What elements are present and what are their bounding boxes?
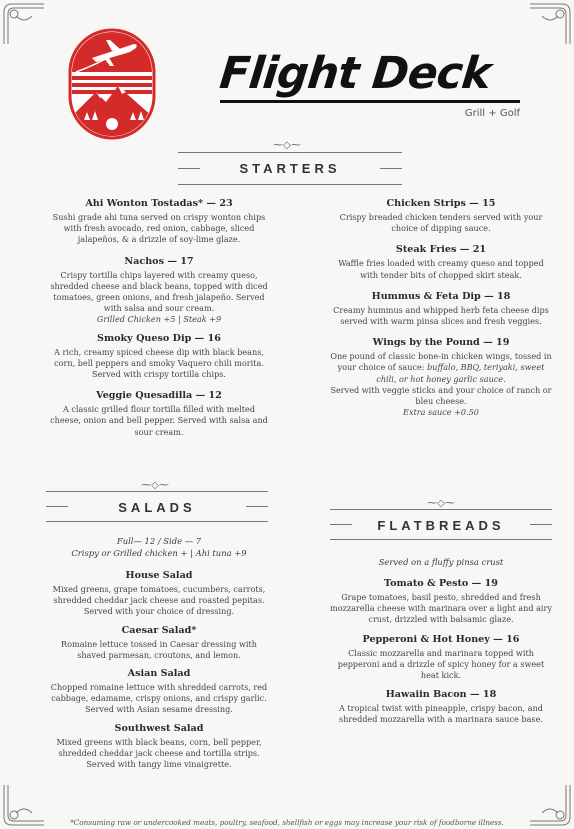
menu-item bbox=[330, 243, 552, 280]
flourish-icon: ⁓◇⁓ bbox=[141, 480, 169, 491]
starters-left-column bbox=[48, 197, 270, 438]
item-description bbox=[330, 351, 552, 385]
menu-item bbox=[330, 577, 552, 626]
divider bbox=[330, 524, 352, 525]
item-description: Sushi grade ahi tuna served on crispy wonton chips with fresh avocado, red onion, cabbage, sliced jalapeños, & a drizzle of soy-lime glaze. bbox=[52, 212, 266, 245]
menu-item bbox=[48, 569, 270, 618]
brand-tagline: Grill + Golf bbox=[464, 108, 520, 119]
item-description: Mixed greens with black beans, corn, bell pepper, shredded cheddar jack cheese and tortilla strips. Served with tangy lime vinaigrette. bbox=[56, 736, 262, 770]
brand-underline bbox=[220, 100, 520, 103]
section-title: FLATBREADS bbox=[377, 518, 505, 533]
item-name: House Salad bbox=[125, 570, 193, 581]
flatbreads-column bbox=[330, 556, 552, 726]
divider bbox=[330, 539, 552, 540]
item-name: Steak Fries — 21 bbox=[395, 244, 487, 256]
item-name: Ahi Wonton Tostadas* — 23 bbox=[85, 198, 233, 209]
menu-item bbox=[330, 336, 552, 418]
flourish-icon: ⁓◇⁓ bbox=[427, 498, 455, 509]
item-description: A classic grilled flour tortilla filled with melted cheese, onion and bell pepper. Served with salsa and sour cream. bbox=[50, 404, 268, 437]
brand-name: Flight Deck bbox=[217, 48, 493, 99]
item-name: Veggie Quesadilla — 12 bbox=[96, 390, 222, 402]
item-note: Grilled Chicken +5 | Steak +9 bbox=[96, 314, 222, 325]
item-description: Served with veggie sticks and your choice of ranch or bleu cheese. bbox=[330, 384, 552, 407]
item-description: A rich, creamy spiced cheese dip with black beans, corn, bell peppers and smoky Vaquero chili morita. Served with crispy tortilla chips. bbox=[54, 346, 264, 380]
menu-item bbox=[330, 633, 552, 682]
menu-item bbox=[48, 389, 270, 438]
divider bbox=[46, 491, 268, 492]
item-description: A tropical twist with pineapple, crispy bacon, and shredded mozzarella with a marinara sauce base. bbox=[339, 703, 543, 725]
item-name: Caesar Salad* bbox=[121, 624, 197, 636]
divider bbox=[380, 168, 402, 169]
item-description: Crispy breaded chicken tenders served with your choice of dipping sauce. bbox=[339, 212, 543, 234]
flatbreads-heading bbox=[352, 515, 530, 534]
salads-column bbox=[48, 535, 270, 770]
item-name: Pepperoni & Hot Honey — 16 bbox=[362, 633, 520, 645]
item-description: Classic mozzarella and marinara topped with pepperoni and a drizzle of spicy honey for a sweet heat kick. bbox=[337, 647, 545, 681]
item-description: Mixed greens, grape tomatoes, cucumbers, carrots, shredded cheddar jack cheese and roasted pepitas. Served with your choice of dressing. bbox=[52, 584, 266, 617]
divider bbox=[178, 184, 402, 185]
item-description: Crispy tortilla chips layered with creamy queso, shredded cheese and black beans, topped with diced tomatoes, green onions, and fresh jalapeño. Served with salsa and sour cream. bbox=[50, 269, 268, 314]
menu-item bbox=[48, 255, 270, 326]
menu-item bbox=[48, 197, 270, 246]
sauce-options: buffalo, BBQ, teriyaki, sweet chili, or hot honey garlic sauce. bbox=[376, 362, 545, 384]
divider bbox=[178, 152, 402, 153]
item-name: Smoky Queso Dip — 16 bbox=[97, 332, 221, 344]
starters-heading bbox=[200, 158, 380, 177]
starters-right-column bbox=[330, 197, 552, 418]
item-name: Wings by the Pound — 19 bbox=[372, 337, 510, 349]
menu-item bbox=[48, 332, 270, 381]
corner-ornament-top-left bbox=[2, 2, 46, 46]
brand-logo bbox=[68, 28, 156, 140]
item-name: Hummus & Feta Dip — 18 bbox=[371, 290, 511, 302]
item-note: Extra sauce +0.50 bbox=[403, 407, 479, 418]
item-name: Chicken Strips — 15 bbox=[386, 198, 496, 209]
salad-sizes: Full— 12 / Side — 7 bbox=[116, 536, 202, 546]
menu-item bbox=[48, 722, 270, 771]
salad-addons: Crispy or Grilled chicken + | Ahi tuna +9 bbox=[71, 548, 247, 558]
item-name: Hawaiin Bacon — 18 bbox=[385, 689, 497, 701]
corner-ornament-top-right bbox=[528, 2, 572, 46]
item-name: Tomato & Pesto — 19 bbox=[384, 578, 498, 589]
item-description: Chopped romaine lettuce with shredded carrots, red cabbage, edamame, crispy onions, and crispy garlic. Served with Asian sesame dressing. bbox=[50, 682, 268, 715]
menu-item bbox=[330, 688, 552, 725]
item-name: Asian Salad bbox=[127, 668, 191, 680]
item-description-text: One pound of classic bone-in chicken wings, tossed in your choice of sauce: bbox=[330, 351, 552, 373]
item-name: Southwest Salad bbox=[114, 722, 204, 734]
item-description: Waffle fries loaded with creamy queso and topped with tender bits of chopped skirt steak. bbox=[338, 258, 544, 280]
section-title: STARTERS bbox=[239, 161, 341, 176]
divider bbox=[246, 506, 268, 507]
divider bbox=[46, 506, 68, 507]
food-safety-disclaimer: *Consuming raw or undercooked meats, poultry, seafood, shellfish or eggs may increase your risk of foodborne illness. bbox=[70, 818, 504, 827]
divider bbox=[46, 521, 268, 522]
menu-item bbox=[48, 624, 270, 661]
item-name: Nachos — 17 bbox=[124, 255, 194, 267]
item-description: Creamy hummus and whipped herb feta cheese dips served with warm pinsa slices and fresh veggies. bbox=[333, 304, 549, 327]
menu-item bbox=[48, 667, 270, 716]
menu-item bbox=[330, 290, 552, 327]
divider bbox=[330, 509, 552, 510]
section-title: SALADS bbox=[118, 500, 196, 515]
flourish-icon: ⁓◇⁓ bbox=[273, 140, 301, 151]
divider bbox=[530, 524, 552, 525]
menu-item bbox=[330, 197, 552, 234]
item-description: Grape tomatoes, basil pesto, shredded and fresh mozzarella cheese with marinara over a light and airy crust, drizzled with balsamic glaze. bbox=[330, 592, 552, 625]
flatbread-subtitle: Served on a fluffy pinsa crust bbox=[378, 557, 504, 567]
salads-heading bbox=[68, 497, 246, 516]
brand-block bbox=[217, 48, 520, 119]
item-description: Romaine lettuce tossed in Caesar dressing with shaved parmesan, croutons, and lemon. bbox=[61, 638, 257, 660]
divider bbox=[178, 168, 200, 169]
